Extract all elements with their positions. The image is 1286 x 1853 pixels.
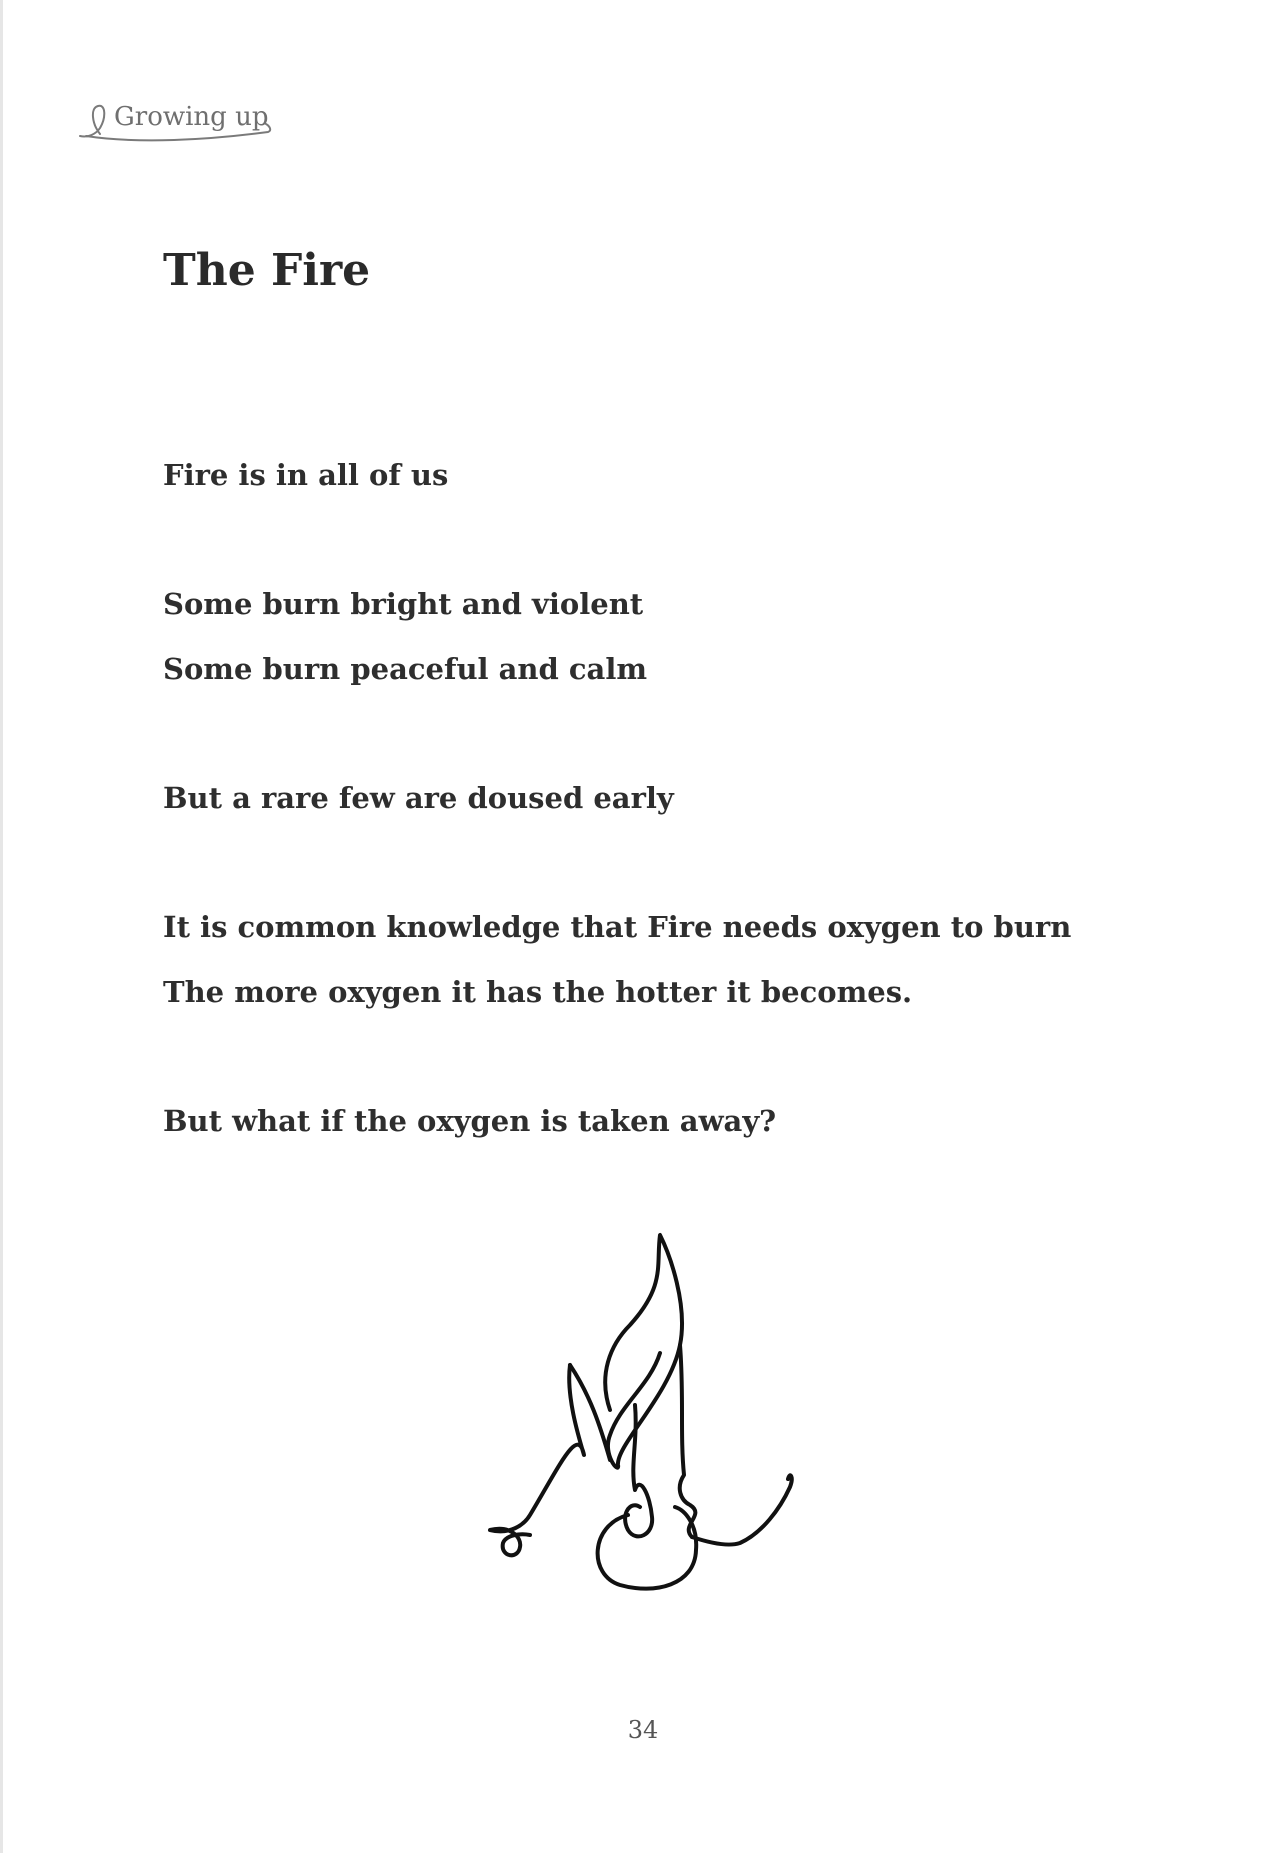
poem-title: The Fire bbox=[163, 245, 371, 296]
poem-line: But what if the oxygen is taken away? bbox=[163, 1104, 777, 1138]
poem-line: But a rare few are doused early bbox=[163, 781, 674, 815]
poem-line: Some burn bright and violent bbox=[163, 587, 644, 621]
poem-line: Some burn peaceful and calm bbox=[163, 652, 648, 686]
poem-line: The more oxygen it has the hotter it becomes. bbox=[163, 975, 913, 1009]
poem-line: Fire is in all of us bbox=[163, 458, 449, 492]
flame-sketch-icon bbox=[470, 1225, 810, 1605]
chapter-tag bbox=[78, 98, 278, 148]
page-number: 34 bbox=[627, 1716, 659, 1744]
poem-line: It is common knowledge that Fire needs oxygen to burn bbox=[163, 910, 1072, 944]
chapter-label: Growing up bbox=[114, 102, 269, 132]
page-edge bbox=[0, 0, 3, 1853]
